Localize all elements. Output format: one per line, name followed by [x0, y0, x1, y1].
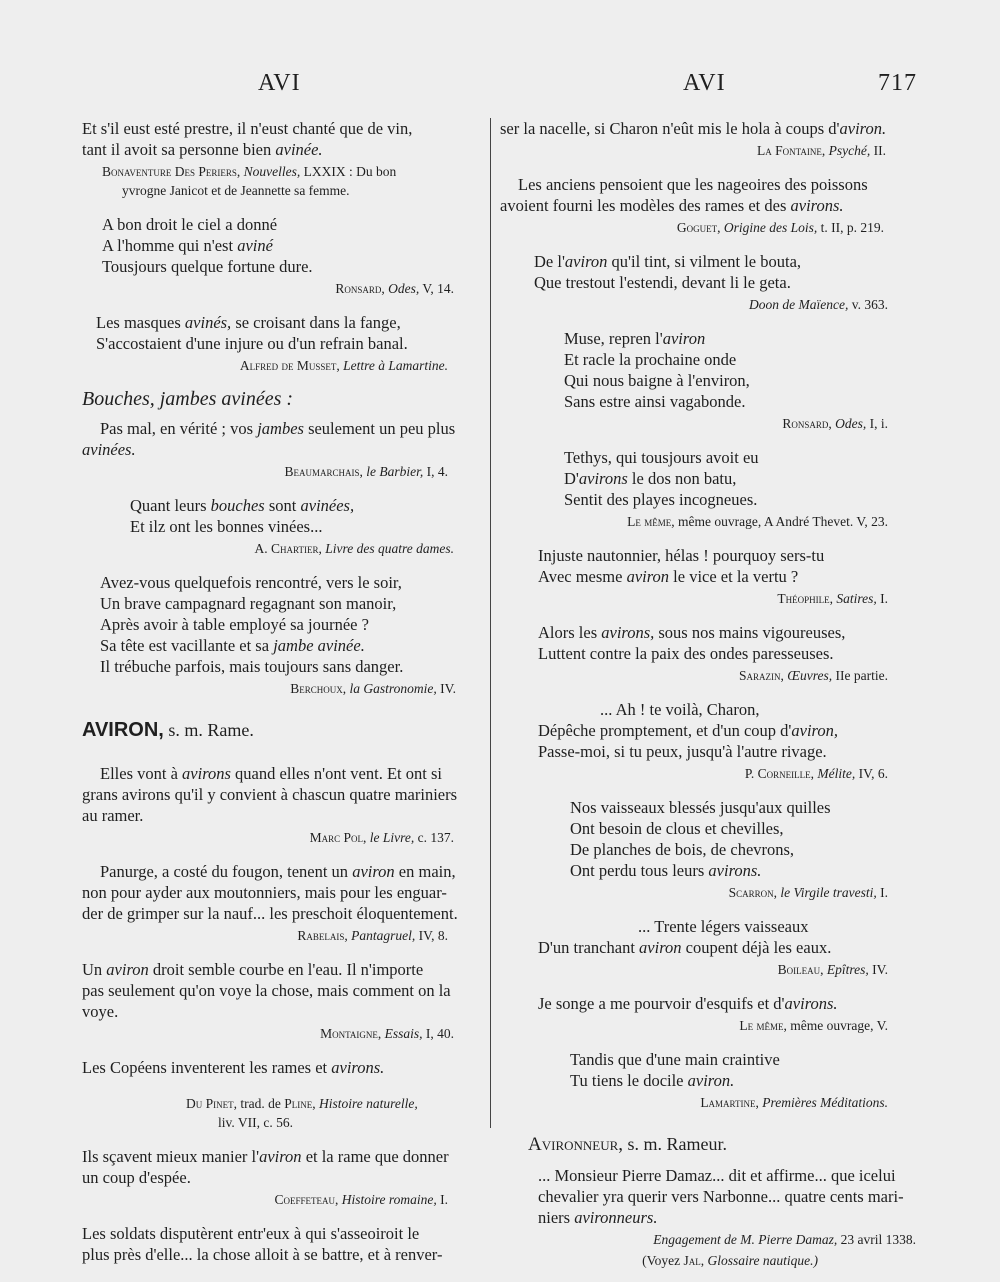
text-span: le vice et la vertu ?	[669, 567, 799, 586]
citation-work: le Livre,	[369, 830, 415, 845]
right-column	[500, 118, 920, 1270]
citation: (Voyez Jal, Glossaire nautique.)	[642, 1253, 818, 1268]
citation: Ronsard, Odes, I, i.	[782, 416, 888, 431]
text-span: Dépêche promptement, et d'un coup d'	[538, 721, 792, 740]
text-span: , trad. de	[233, 1096, 285, 1111]
citation-work: Histoire naturelle,	[318, 1096, 418, 1111]
text-line: yvrogne Janicot et de Jeannette sa femme.	[122, 183, 350, 198]
poem-block	[500, 916, 920, 958]
citation-ref: IV.	[868, 962, 888, 977]
text-line: Du Pinet, trad. de Pline, Histoire naturelle,	[186, 1096, 418, 1111]
entry-heading	[82, 720, 484, 741]
emphasis: aviron	[662, 329, 706, 348]
verse-line	[570, 1070, 920, 1091]
citation-author: Coeffeteau	[274, 1192, 335, 1207]
poem-block	[82, 214, 484, 277]
emphasis: aviron,	[791, 721, 838, 740]
emphasis: aviron	[106, 960, 149, 979]
poem-block	[500, 622, 920, 664]
text-line: der de grimper sur la nauf... les preschoit éloquentement.	[82, 904, 458, 923]
citation: P. Corneille, Mélite, IV, 6.	[744, 766, 888, 781]
verse-line	[534, 251, 920, 272]
text-line: voye.	[82, 1002, 119, 1021]
verse-line	[564, 328, 920, 349]
citation-work: Odes,	[388, 281, 420, 296]
text-span: D'un tranchant	[538, 938, 640, 957]
emphasis: jambe avinée.	[273, 636, 365, 655]
citation-work: Psyché,	[828, 143, 871, 158]
text-span: droit semble courbe en l'eau. Il n'importe	[148, 960, 424, 979]
poem-block	[500, 797, 920, 881]
citation-work: Œuvres,	[787, 668, 833, 683]
text-span: Quant leurs	[130, 496, 211, 515]
poem-block	[500, 545, 920, 587]
verse-line	[538, 720, 920, 741]
emphasis: avinées.	[82, 440, 136, 459]
citation-author: P. Corneille	[744, 766, 811, 781]
verse-line	[102, 235, 484, 256]
citation-author: Berchoux	[290, 681, 343, 696]
verse-line	[538, 566, 920, 587]
citation-ref: liv. VII, c. 56.	[218, 1115, 293, 1130]
citation: Boileau, Epîtres, IV.	[777, 962, 888, 977]
citation	[82, 162, 484, 200]
verse-line: Qui nous baigne à l'environ,	[564, 371, 750, 390]
text-line	[82, 1057, 484, 1078]
verse-line: Que trestout l'estendi, devant li le geta.	[534, 273, 791, 292]
citation-work: Epîtres,	[826, 962, 869, 977]
text-span: seulement un peu plus	[303, 419, 456, 438]
citation-work: Lettre à Lamartine.	[343, 358, 448, 373]
verse-line: Ont besoin de clous et chevilles,	[570, 819, 784, 838]
poem-block	[500, 699, 920, 762]
emphasis: aviron.	[839, 119, 887, 138]
poem-block	[500, 993, 920, 1014]
citation: Berchoux, la Gastronomie, IV.	[290, 681, 456, 696]
citation-ref: I.	[436, 1192, 448, 1207]
text-span: Ont perdu tous leurs	[570, 861, 709, 880]
emphasis: aviron	[352, 862, 395, 881]
citation: Scarron, le Virgile travesti, I.	[728, 885, 888, 900]
headword: Avironneur,	[528, 1134, 624, 1155]
text-span: Je songe a me pourvoir d'esquifs et d'	[538, 994, 785, 1013]
emphasis: avinés,	[184, 313, 232, 332]
text-line: grans avirons qu'il y convient à chascun quatre mariniers	[82, 785, 458, 804]
verse-line	[538, 937, 920, 958]
citation	[500, 1230, 920, 1249]
citation-author: Rabelais	[297, 928, 345, 943]
text-span: avoient fourni les modèles des rames et des	[500, 196, 791, 215]
citation-work: Origine des Lois,	[723, 220, 818, 235]
citation	[82, 1094, 484, 1132]
citation-ref: , même ouvrage, V.	[783, 1018, 888, 1033]
citation-ref: IV.	[436, 681, 456, 696]
citation-author: Goguet	[676, 220, 718, 235]
emphasis: avirons.	[708, 861, 762, 880]
text-span: Panurge, a costé du fougon, tenent un	[100, 862, 353, 881]
citation-work: Livre des quatre dames.	[325, 541, 454, 556]
emphasis: bouches	[210, 496, 265, 515]
citation	[500, 1016, 920, 1035]
column-divider	[490, 118, 491, 1128]
citation-author: Ronsard	[335, 281, 382, 296]
emphasis: aviné	[237, 236, 273, 255]
poem-block	[82, 572, 484, 677]
citation: Sarazin, Œuvres, IIe partie.	[739, 668, 888, 683]
citation-ref: , même ouvrage, A André Thevet. V, 23.	[671, 514, 888, 529]
verse-line: Tandis que d'une main craintive	[570, 1050, 780, 1069]
citation: Théophile, Satires, I.	[777, 591, 888, 606]
text-line: non pour ayder aux moutonniers, mais pour les enguar-	[82, 883, 447, 902]
text-span: se croisant dans la fange,	[231, 313, 401, 332]
text-line	[500, 118, 920, 139]
citation-ref: I.	[876, 885, 888, 900]
text-line: au ramer.	[82, 806, 144, 825]
emphasis: avirons	[182, 764, 231, 783]
poem-block	[82, 312, 484, 354]
text-line	[538, 1207, 920, 1228]
text-span: Tu tiens le docile	[570, 1071, 688, 1090]
text-line: Les anciens pensoient que les nageoires des poissons	[518, 175, 868, 194]
citation-author: Sarazin	[739, 668, 781, 683]
text-span: le dos non batu,	[627, 469, 737, 488]
quote-block	[82, 1223, 484, 1265]
citation-author: Beaumarchais	[284, 464, 360, 479]
text-span: Alors les	[538, 623, 602, 642]
emphasis: aviron.	[687, 1071, 735, 1090]
emphasis: avinées,	[300, 496, 355, 515]
verse-line: Avez-vous quelquefois rencontré, vers le soir,	[100, 573, 402, 592]
citation-author: Ronsard	[782, 416, 829, 431]
citation-author: Le même	[739, 1018, 784, 1033]
citation: La Fontaine, Psyché, II.	[756, 143, 886, 158]
headword-gloss: s. m. Rameur.	[623, 1134, 728, 1154]
citation-author: Le même	[627, 514, 672, 529]
text-span: en main,	[394, 862, 456, 881]
quote-block	[82, 763, 484, 826]
verse-line: ... Ah ! te voilà, Charon,	[600, 700, 760, 719]
emphasis: aviron	[626, 567, 670, 586]
verse-line	[130, 495, 484, 516]
text-line: plus près d'elle... la chose alloit à se battre, et à renver-	[82, 1245, 443, 1264]
emphasis: aviron	[564, 252, 608, 271]
text-span: sous nos mains vigoureuses,	[654, 623, 846, 642]
verse-line: Sans estre ainsi vagabonde.	[564, 392, 746, 411]
citation	[500, 512, 920, 531]
text-span: Avec mesme	[538, 567, 627, 586]
citation-work: Mélite,	[817, 766, 856, 781]
quote-block	[82, 118, 484, 160]
quote-block	[500, 1165, 920, 1228]
text-line: pas seulement qu'on voye la chose, mais comment on la	[82, 981, 451, 1000]
citation-work: Glossaire nautique.)	[707, 1253, 818, 1268]
text-line	[82, 1146, 484, 1167]
text-line	[500, 195, 920, 216]
citation-work: Histoire romaine,	[341, 1192, 437, 1207]
citation-author: Marc Pol	[309, 830, 363, 845]
text-span: sont	[264, 496, 301, 515]
citation-work: Satires,	[836, 591, 877, 606]
text-span: Elles vont à	[100, 764, 183, 783]
poem-block	[500, 328, 920, 412]
emphasis: avirons	[578, 469, 628, 488]
quote-block	[82, 861, 484, 924]
emphasis: avironneurs.	[574, 1208, 658, 1227]
text-span: A l'homme qui n'est	[102, 236, 238, 255]
text-line	[82, 959, 484, 980]
citation-author: Bonaventure Des Periers	[102, 164, 237, 179]
text-span: Un	[82, 960, 107, 979]
verse-line: Et racle la prochaine onde	[564, 350, 737, 369]
emphasis: aviron	[639, 938, 682, 957]
verse-line: ... Trente légers vaisseaux	[638, 917, 809, 936]
verse-line: Injuste nautonnier, hélas ! pourquoy sers-tu	[538, 546, 825, 565]
citation-work: Odes,	[835, 416, 867, 431]
emphasis: aviron	[259, 1147, 302, 1166]
citation: Lamartine, Premières Méditations.	[700, 1095, 888, 1110]
text-line: ... Monsieur Pierre Damaz... dit et affirme... que icelui	[538, 1166, 896, 1185]
citation-ref: I, 40.	[422, 1026, 454, 1041]
citation-ref: V, 14.	[419, 281, 454, 296]
verse-line: Après avoir à table employé sa journée ?	[100, 615, 369, 634]
text-span: qu'il tint, si vilment le bouta,	[607, 252, 802, 271]
verse-line: Nos vaisseaux blessés jusqu'aux quilles	[570, 798, 831, 817]
citation	[500, 295, 920, 314]
headword-gloss: s. m. Rame.	[163, 720, 254, 740]
citation: Rabelais, Pantagruel, IV, 8.	[297, 928, 448, 943]
left-column	[82, 118, 484, 1265]
citation-work: Premières Méditations.	[762, 1095, 888, 1110]
verse-line	[538, 622, 920, 643]
citation-author: A. Chartier	[254, 541, 319, 556]
citation-work: Pantagruel,	[351, 928, 416, 943]
verse-line	[100, 635, 484, 656]
citation-author: Du Pinet	[186, 1096, 234, 1111]
text-line: un coup d'espée.	[82, 1168, 191, 1187]
text-line: chevalier yra querir vers Narbonne... quatre cents mari-	[538, 1187, 904, 1206]
poem-block	[500, 251, 920, 293]
verse-line: Il trébuche parfois, mais toujours sans danger.	[100, 657, 404, 676]
emphasis: avinée.	[275, 140, 323, 159]
verse-line	[538, 993, 920, 1014]
verse-line: A bon droit le ciel a donné	[102, 215, 278, 234]
emphasis: avirons,	[601, 623, 655, 642]
quote-block	[82, 959, 484, 1022]
emphasis: avirons.	[331, 1058, 385, 1077]
citation-work: Engagement de M. Pierre Damaz,	[653, 1232, 838, 1247]
citation-ref: v. 363.	[848, 297, 888, 312]
citation-work: Essais,	[384, 1026, 423, 1041]
emphasis: jambes	[257, 419, 304, 438]
citation-author: Scarron	[728, 885, 774, 900]
subheading: Bouches, jambes avinées :	[82, 388, 294, 410]
citation-author: La Fontaine	[756, 143, 822, 158]
citation: Beaumarchais, le Barbier, I, 4.	[284, 464, 448, 479]
citation-ref: I, 4.	[423, 464, 448, 479]
text-span: coupent déjà les eaux.	[681, 938, 832, 957]
citation-ref: II.	[870, 143, 886, 158]
poem-block	[82, 495, 484, 537]
text-span: niers	[538, 1208, 575, 1227]
text-span: quand elles n'ont vent. Et ont si	[230, 764, 442, 783]
verse-line	[570, 860, 920, 881]
emphasis: avirons.	[790, 196, 844, 215]
text-line: Les soldats disputèrent entr'eux à qui s'asseoiroit le	[82, 1224, 420, 1243]
running-head-left: AVI	[258, 70, 301, 96]
citation: Marc Pol, le Livre, c. 137.	[309, 830, 454, 845]
emphasis: avirons.	[784, 994, 838, 1013]
citation-work: Nouvelles,	[243, 164, 301, 179]
poem-block	[500, 1049, 920, 1091]
verse-line: S'accostaient d'une injure ou d'un refrain banal.	[96, 334, 408, 353]
running-head-right: AVI	[683, 70, 726, 96]
text-span: D'	[564, 469, 579, 488]
citation-author: Théophile	[777, 591, 830, 606]
verse-line: Sentit des playes incogneues.	[564, 490, 758, 509]
citation-author: Lamartine	[700, 1095, 756, 1110]
verse-line: Passe-moi, si tu peux, jusqu'à l'autre rivage.	[538, 742, 827, 761]
text-span: Pas mal, en vérité ; vos	[100, 419, 258, 438]
text-span: Les Copéens inventerent les rames et	[82, 1058, 332, 1077]
citation-work: le Barbier,	[366, 464, 424, 479]
citation-ref: IIe partie.	[832, 668, 888, 683]
citation: Coeffeteau, Histoire romaine, I.	[274, 1192, 448, 1207]
citation-ref: 23 avril 1338.	[837, 1232, 916, 1247]
text-line: Et s'il eust esté prestre, il n'eust chanté que de vin,	[82, 119, 413, 138]
text-line	[82, 139, 484, 160]
citation-ref: LXXIX : Du bon	[300, 164, 397, 179]
poem-block	[500, 447, 920, 510]
citation-author: Alfred de Musset	[239, 358, 337, 373]
citation-author: Montaigne	[320, 1026, 378, 1041]
verse-line: Luttent contre la paix des ondes paresseuses.	[538, 644, 834, 663]
headword: AVIRON,	[82, 719, 164, 741]
text-span: Sa tête est vacillante et sa	[100, 636, 274, 655]
quote-block	[82, 1146, 484, 1188]
text-span: Muse, repren l'	[564, 329, 663, 348]
citation: A. Chartier, Livre des quatre dames.	[254, 541, 454, 556]
citation: Montaigne, Essais, I, 40.	[320, 1026, 454, 1041]
citation: Alfred de Musset, Lettre à Lamartine.	[239, 358, 448, 373]
text-span: (Voyez	[642, 1253, 684, 1268]
text-span: De l'	[534, 252, 565, 271]
quote-block	[82, 1057, 484, 1078]
verse-line	[96, 312, 484, 333]
citation-work: le Virgile travesti,	[780, 885, 877, 900]
text-span: tant il avoit sa personne bien	[82, 140, 276, 159]
citation-ref: IV, 8.	[415, 928, 448, 943]
text-line	[82, 439, 484, 460]
citation-ref: c. 137.	[414, 830, 454, 845]
quote-block	[500, 174, 920, 216]
citation-author: Jal	[683, 1253, 701, 1268]
citation: Goguet, Origine des Lois, t. II, p. 219.	[676, 220, 884, 235]
verse-line: Et ilz ont les bonnes vinées...	[130, 517, 323, 536]
text-span: ser la nacelle, si Charon n'eût mis le hola à coups d'	[500, 119, 840, 138]
text-span: et la rame que donner	[301, 1147, 449, 1166]
citation-ref: I.	[876, 591, 888, 606]
verse-line: Tethys, qui tousjours avoit eu	[564, 448, 759, 467]
citation-work: Doon de Maïence,	[749, 297, 849, 312]
verse-line	[564, 468, 920, 489]
citation-work: la Gastronomie,	[349, 681, 437, 696]
entry-heading	[500, 1134, 920, 1155]
citation-author: Pline	[284, 1096, 313, 1111]
citation-author: Boileau	[777, 962, 821, 977]
verse-line: Un brave campagnard regagnant son manoir,	[100, 594, 397, 613]
text-line: Bonaventure Des Periers, Nouvelles, LXXIX : Du bon	[102, 164, 397, 179]
citation: Ronsard, Odes, V, 14.	[335, 281, 454, 296]
citation-ref: IV, 6.	[855, 766, 888, 781]
quote-block	[82, 418, 484, 460]
text-span: Les masques	[96, 313, 185, 332]
page-number: 717	[878, 70, 917, 96]
verse-line: Tousjours quelque fortune dure.	[102, 257, 313, 276]
quote-block	[500, 118, 920, 139]
citation-ref: t. II, p. 219.	[817, 220, 884, 235]
verse-line: De planches de bois, de chevrons,	[570, 840, 795, 859]
text-span: Ils sçavent mieux manier l'	[82, 1147, 260, 1166]
citation-ref: I, i.	[866, 416, 888, 431]
